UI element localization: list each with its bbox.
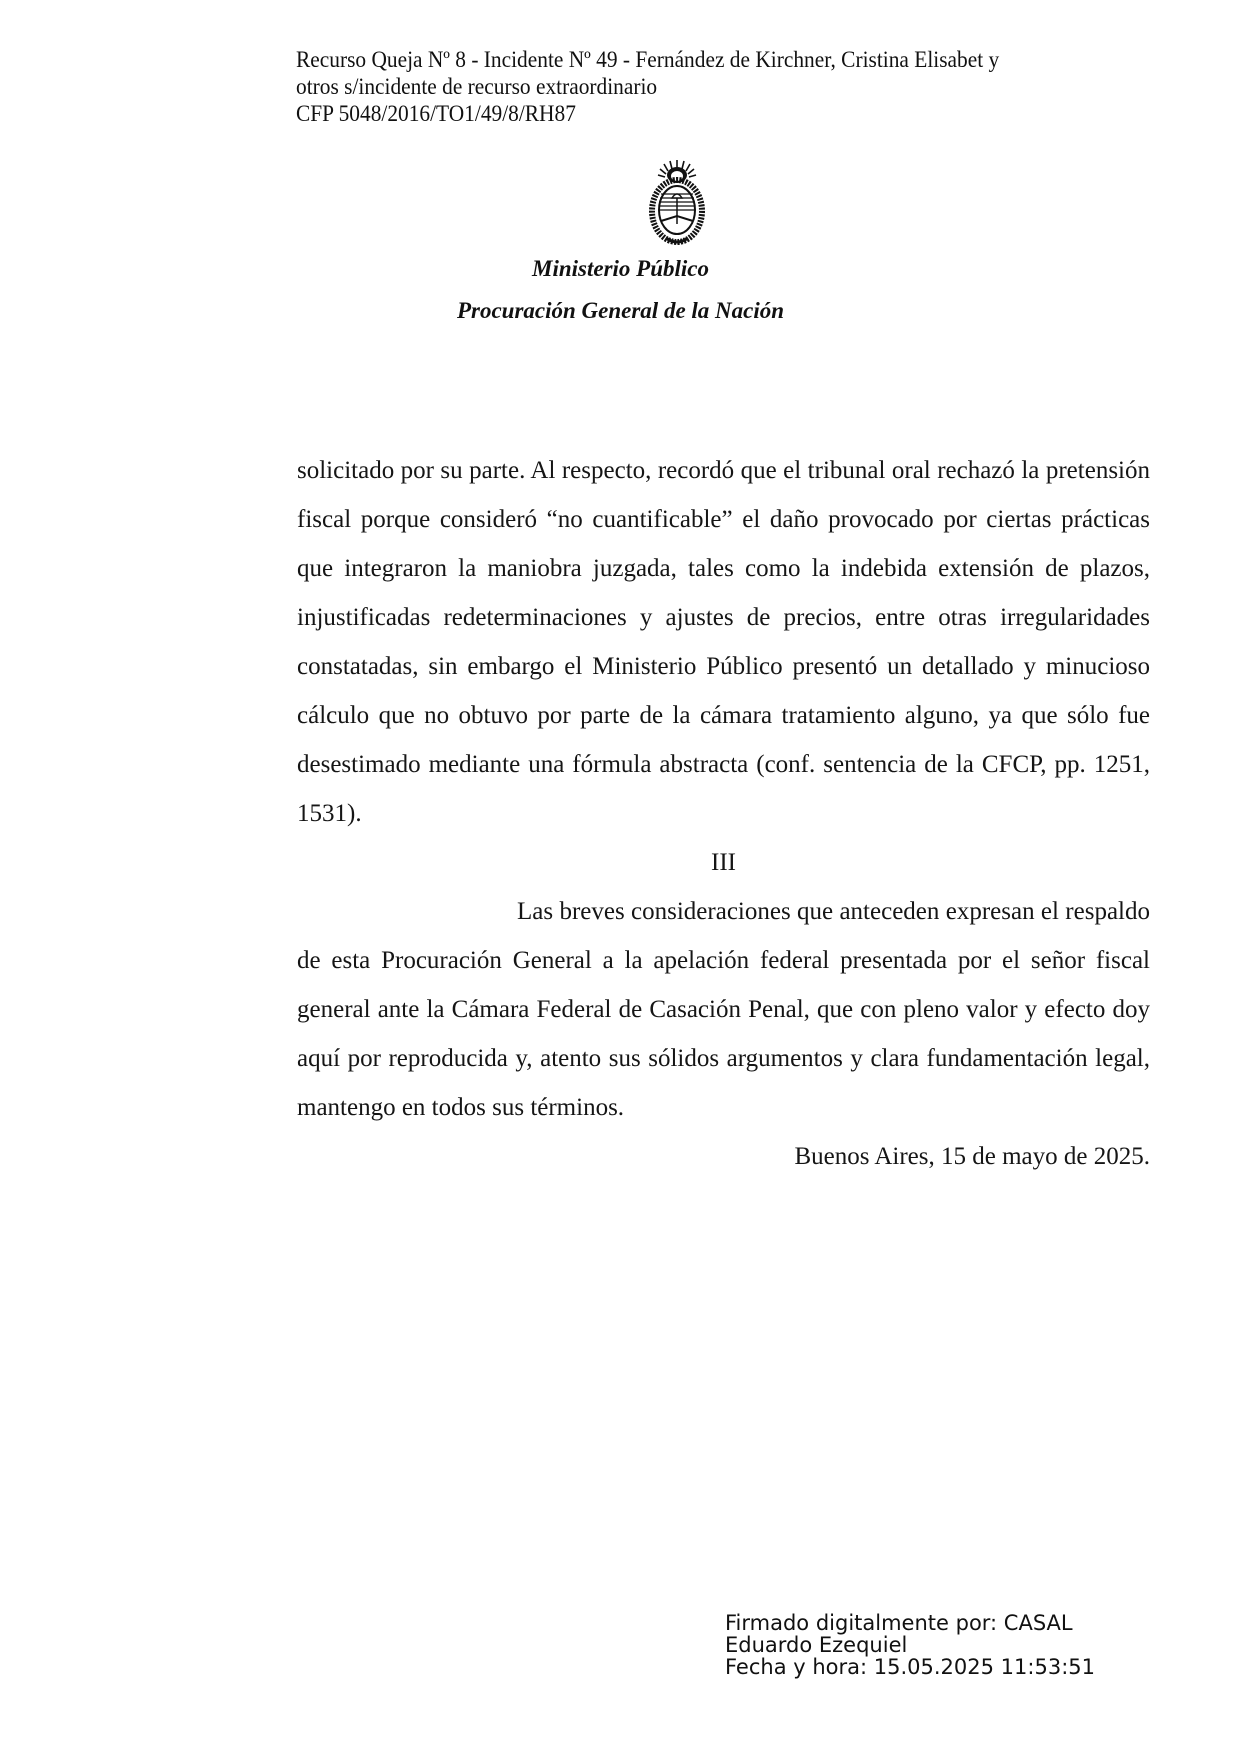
signature-signer-name: Eduardo Ezequiel [725,1633,908,1657]
institution-name: Ministerio Público [532,256,709,281]
date-line: Buenos Aires, 15 de mayo de 2025. [794,1143,1150,1170]
case-file-number: CFP 5048/2016/TO1/49/8/RH87 [296,101,576,126]
institution-subtitle: Procuración General de la Nación [456,298,785,323]
digital-signature [725,1612,1095,1678]
argentina-coat-of-arms-icon [648,158,706,248]
signature-signer: Firmado digitalmente por: CASAL [725,1611,1073,1635]
case-title-line: Recurso Queja Nº 8 - Incidente Nº 49 - Fernández de Kirchner, Cristina Elisabet y [296,47,1000,72]
body-paragraph: Las breves consideraciones que anteceden expresan el respaldo de esta Procuración General a la apelación federal presentada por el señor fiscal general ante la Cámara Federal de Casación Penal, que con pleno valor y efecto doy aquí por reproducida y, atento sus sólidos argumentos y clara fundamentación legal, mantengo en todos sus términos. [297,898,1150,1121]
case-header [296,46,1176,127]
document-body [297,446,1150,1181]
section-heading: III [711,849,736,876]
body-paragraph: solicitado por su parte. Al respecto, recordó que el tribunal oral rechazó la pretensión fiscal porque consideró “no cuantificable” el daño provocado por ciertas prácticas que integraron la maniobra juzgada, tales como la indebida extensión de plazos, injustificadas redeterminaciones y ajustes de precios, entre otras irregularidades constatadas, sin embargo el Ministerio Público presentó un detallado y minucioso cálculo que no obtuvo por parte de la cámara tratamiento alguno, ya que sólo fue desestimado mediante una fórmula abstracta (conf. sentencia de la CFCP, pp. 1251, 1531). [297,457,1150,827]
case-subtitle-line: otros s/incidente de recurso extraordinario [296,74,658,99]
signature-timestamp: Fecha y hora: 15.05.2025 11:53:51 [725,1655,1095,1679]
